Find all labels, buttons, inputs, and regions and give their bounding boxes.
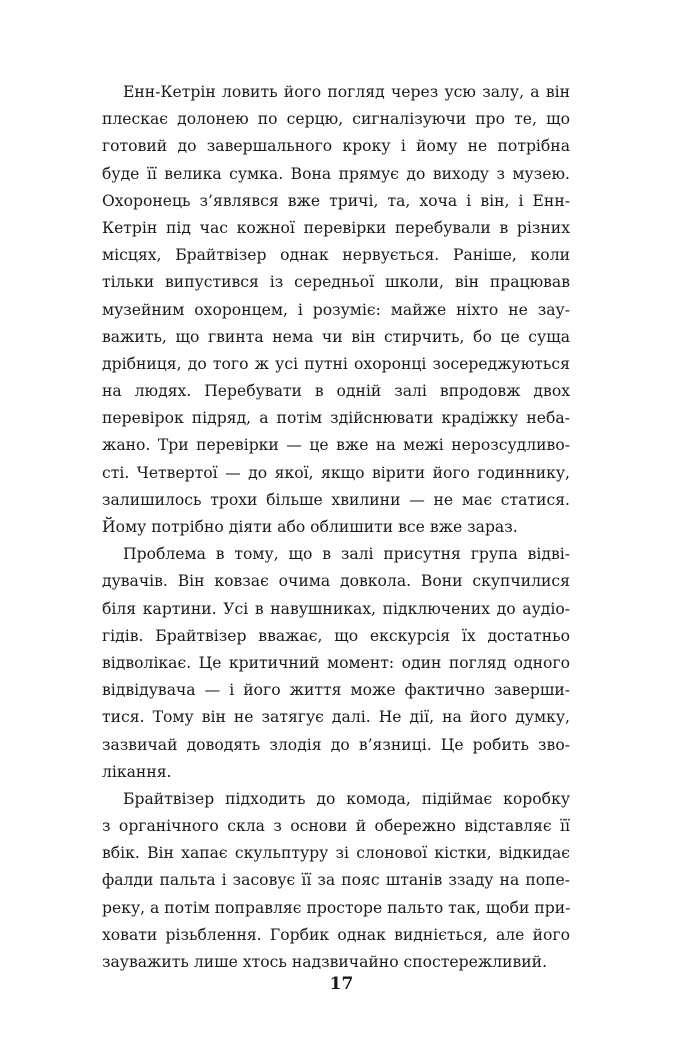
text-line: дрібниця, до того ж усі путні охоронці зосереджуються — [102, 354, 570, 373]
text-line: фалди пальта і засовує її за пояс штанів ззаду на попе- — [102, 871, 570, 890]
text-line: Йому потрібно діяти або облишити все вже зараз. — [102, 518, 518, 536]
text-line: біля картини. Усі в навушниках, підключених до аудіо- — [102, 599, 570, 618]
text-line: відвідувача — і його життя може фактично заверши- — [102, 681, 570, 700]
text-line: дувачів. Він ковзає очима довкола. Вони скупчилися — [102, 572, 570, 591]
text-line: буде її велика сумка. Вона прямує до виходу з музею. — [102, 164, 570, 183]
text-line: Енн-Кетрін ловить його погляд через усю залу, а він — [123, 83, 570, 101]
text-line: плескає долонею по серцю, сигналізуючи про те, що — [102, 110, 570, 129]
text-line: гідів. Брайтвізер вважає, що екскурсія їх достатньо — [102, 626, 570, 645]
text-line: Брайтвізер підходить до комода, підіймає коробку — [123, 789, 570, 808]
text-line: тільки випустився із середньої школи, він працював — [102, 273, 570, 292]
text-line: місцях, Брайтвізер однак нервується. Раніше, коли — [102, 246, 570, 265]
text-line: на людях. Перебувати в одній залі впродовж двох — [102, 382, 570, 401]
text-line: лікання. — [102, 762, 172, 781]
paragraph — [102, 786, 570, 976]
text-line: зауважить лише хтось надзвичайно спостережливий. — [102, 953, 548, 971]
paragraph — [102, 79, 570, 541]
text-line: готовий до завершального кроку і йому не потрібна — [102, 137, 570, 156]
text-line: тися. Тому він не затягує далі. Не дії, на його думку, — [102, 708, 570, 727]
text-line: важить, що гвинта нема чи він стирчить, бо це суща — [102, 327, 570, 346]
text-line: зазвичай доводять злодія до в’язниці. Це робить зво- — [102, 735, 570, 754]
text-line: сті. Четвертої — до якої, якщо вірити його годиннику, — [102, 463, 570, 482]
text-line: залишилось трохи більше хвилини — не має статися. — [102, 490, 570, 509]
text-line: реку, а потім поправляє просторе пальто так, щоби при- — [102, 898, 571, 917]
page-number: 17 — [329, 974, 354, 994]
text-line: музейним охоронцем, і розуміє: майже ніхто не зау- — [102, 300, 570, 319]
text-line: вбік. Він хапає скульптуру зі слонової кістки, відкидає — [102, 844, 570, 863]
text-line: з органічного скла з основи й обережно відставляє її — [102, 817, 570, 836]
paragraph — [102, 541, 570, 786]
text-line: відволікає. Це критичний момент: один погляд одного — [102, 653, 570, 672]
text-line: перевірок підряд, а потім здійснювати крадіжку неба- — [102, 409, 570, 428]
text-line: Охоронець з’являвся вже тричі, та, хоча і він, і Енн- — [102, 191, 570, 210]
body-text — [102, 79, 570, 976]
text-line: ховати різьблення. Горбик однак видніється, але його — [102, 925, 570, 944]
text-line: Проблема в тому, що в залі присутня група відві- — [123, 545, 570, 564]
text-line: жано. Три перевірки — це вже на межі нерозсудливо- — [102, 436, 570, 455]
text-line: Кетрін під час кожної перевірки перебували в різних — [102, 218, 570, 237]
